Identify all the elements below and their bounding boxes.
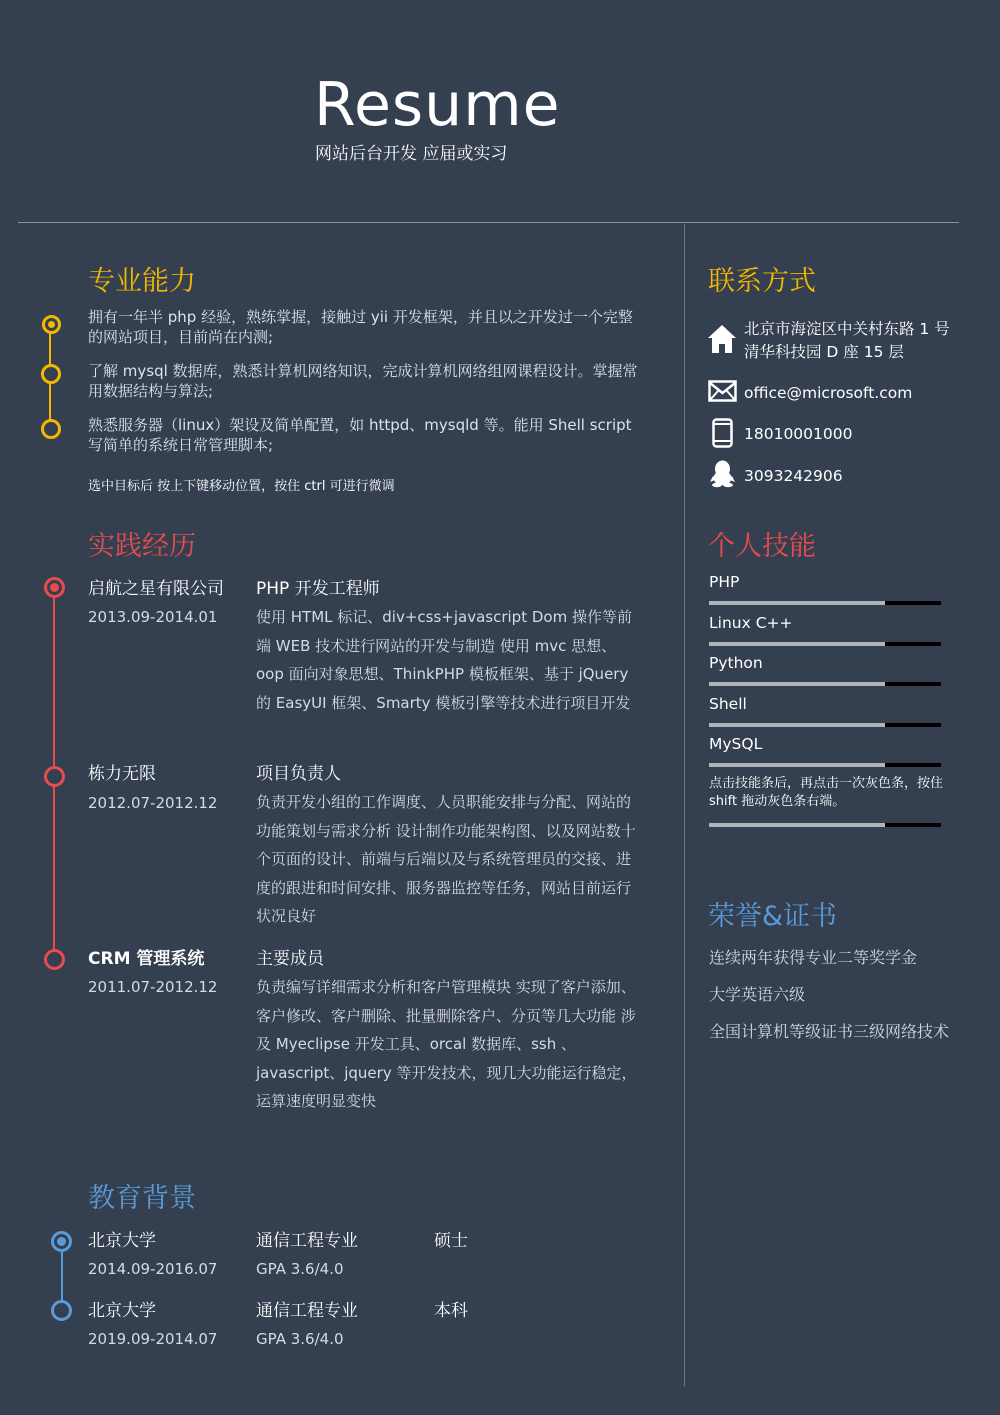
experience-date: 2013.09-2014.01 xyxy=(88,608,218,626)
skill-bar-fill[interactable] xyxy=(709,763,885,767)
skill-bar-remainder[interactable] xyxy=(885,682,941,686)
skill-bar-remainder[interactable] xyxy=(885,763,941,767)
experience-description: 负责开发小组的工作调度、人员职能安排与分配、网站的功能策划与需求分析 设计制作功能架构图、以及网站数十个页面的设计、前端与后端以及与系统管理员的交接、进度的跟进和时间安排、服务器监控等任务，网站目前运行状况良好 xyxy=(256,793,636,925)
experience-role: PHP 开发工程师 xyxy=(256,579,380,599)
experience-company: 启航之星有限公司 xyxy=(88,579,224,599)
contact-phone: 18010001000 xyxy=(744,425,853,443)
contact-address: 北京市海淀区中关村东路 1 号清华科技园 D 座 15 层 xyxy=(744,320,950,361)
home-icon xyxy=(707,323,737,355)
education-major: 通信工程专业 xyxy=(256,1301,358,1321)
phone-icon xyxy=(712,418,733,448)
qq-icon xyxy=(709,460,736,488)
skill-bar[interactable] xyxy=(709,763,941,767)
skill-item: 了解 mysql 数据库，熟悉计算机网络知识，完成计算机网络组网课程设计。掌握常用数据结构与算法; xyxy=(88,362,638,400)
education-major: 通信工程专业 xyxy=(256,1231,358,1251)
skill-bar-remainder[interactable] xyxy=(885,601,941,605)
experience-section-title: 实践经历 xyxy=(88,531,196,562)
skill-name: Python xyxy=(709,654,763,672)
skill-row xyxy=(709,653,941,694)
skills-timeline-dot-active xyxy=(42,315,61,334)
experience-description: 负责编写详细需求分析和客户管理模块 实现了客户添加、客户修改、客户删除、批量删除客户、分页等几大功能 涉及 Myeclipse 开发工具、orcal 数据库、ssh 、javascript、jquery 等开发技术，现几大功能运行稳定，运算速度明显变快 xyxy=(256,978,637,1110)
honor-item: 大学英语六级 xyxy=(709,985,806,1004)
skill-bar-remainder[interactable] xyxy=(885,823,941,827)
education-date: 2014.09-2016.07 xyxy=(88,1260,218,1278)
skill-bar-fill[interactable] xyxy=(709,601,885,605)
education-degree: 硕士 xyxy=(434,1231,468,1251)
education-timeline-dot xyxy=(51,1300,72,1321)
resume-subtitle: 网站后台开发 应届或实习 xyxy=(315,144,508,164)
skill-bar[interactable] xyxy=(709,601,941,605)
experience-date: 2011.07-2012.12 xyxy=(88,978,218,996)
tech-skills-section-title: 个人技能 xyxy=(708,531,816,562)
skill-bar-fill[interactable] xyxy=(709,642,885,646)
skill-row xyxy=(709,734,941,775)
education-school: 北京大学 xyxy=(88,1231,156,1251)
skill-bar-remainder[interactable] xyxy=(885,723,941,727)
skills-timeline-dot xyxy=(41,419,61,439)
skill-bar[interactable] xyxy=(709,682,941,686)
education-section-title: 教育背景 xyxy=(88,1183,196,1214)
skill-name: Linux C++ xyxy=(709,613,793,632)
skill-bar-fill[interactable] xyxy=(709,682,885,686)
skill-bar[interactable] xyxy=(709,723,941,727)
experience-timeline-dot-active xyxy=(44,577,65,598)
skill-bar-remainder[interactable] xyxy=(885,642,941,646)
honor-item: 连续两年获得专业二等奖学金 xyxy=(709,948,918,967)
header-divider xyxy=(18,222,959,223)
experience-timeline-dot xyxy=(44,766,65,787)
skill-bar[interactable] xyxy=(709,642,941,646)
tech-skills-hint-bar[interactable] xyxy=(709,823,941,827)
skills-timeline-dot xyxy=(41,364,61,384)
honor-item: 全国计算机等级证书三级网络技术 xyxy=(709,1022,950,1041)
skill-name: MySQL xyxy=(709,735,763,753)
column-divider xyxy=(684,224,685,1386)
skill-bar-fill[interactable] xyxy=(709,823,885,827)
skill-item: 拥有一年半 php 经验，熟练掌握，接触过 yii 开发框架，并且以之开发过一个完整的网站项目，目前尚在内测; xyxy=(88,308,633,346)
education-timeline-line xyxy=(61,1251,63,1301)
education-gpa: GPA 3.6/4.0 xyxy=(256,1330,344,1348)
education-date: 2019.09-2014.07 xyxy=(88,1330,218,1348)
honors-section-title: 荣誉&证书 xyxy=(708,901,838,932)
experience-timeline-dot xyxy=(44,949,65,970)
tech-skills-hint-note: 点击技能条后，再点击一次灰色条，按住 shift 拖动灰色条右端。 xyxy=(709,776,944,809)
skill-row xyxy=(709,572,941,613)
experience-role: 主要成员 xyxy=(256,949,324,969)
experience-company: 栋力无限 xyxy=(88,764,156,784)
skill-name: Shell xyxy=(709,694,747,713)
skill-row xyxy=(709,694,941,735)
skill-item: 熟悉服务器（linux）架设及简单配置，如 httpd、mysqld 等。能用 Shell script 写简单的系统日常管理脚本; xyxy=(88,416,632,454)
education-timeline-dot-active xyxy=(51,1231,72,1252)
contact-section-title: 联系方式 xyxy=(708,266,816,297)
mail-icon xyxy=(708,380,737,402)
experience-company: CRM 管理系统 xyxy=(88,949,205,969)
skill-name: PHP xyxy=(709,573,740,591)
education-degree: 本科 xyxy=(434,1301,468,1321)
experience-date: 2012.07-2012.12 xyxy=(88,794,218,812)
skills-hint-note: 选中目标后 按上下键移动位置，按住 ctrl 可进行微调 xyxy=(88,479,395,494)
resume-title: Resume xyxy=(314,70,561,140)
contact-email: office@microsoft.com xyxy=(744,384,913,402)
education-school: 北京大学 xyxy=(88,1301,156,1321)
skills-section-title: 专业能力 xyxy=(88,266,196,297)
skill-bar-fill[interactable] xyxy=(709,723,885,727)
experience-role: 项目负责人 xyxy=(256,764,341,784)
experience-description: 使用 HTML 标记、div+css+javascript Dom 操作等前端 WEB 技术进行网站的开发与制造 使用 mvc 思想、oop 面向对象思想、ThinkPHP 模板框架、基于 jQuery 的 EasyUI 框架、Smarty 模板引擎等技术进行项目开发 xyxy=(256,608,632,712)
skill-row xyxy=(709,613,941,654)
education-gpa: GPA 3.6/4.0 xyxy=(256,1260,344,1278)
contact-qq: 3093242906 xyxy=(744,467,843,485)
